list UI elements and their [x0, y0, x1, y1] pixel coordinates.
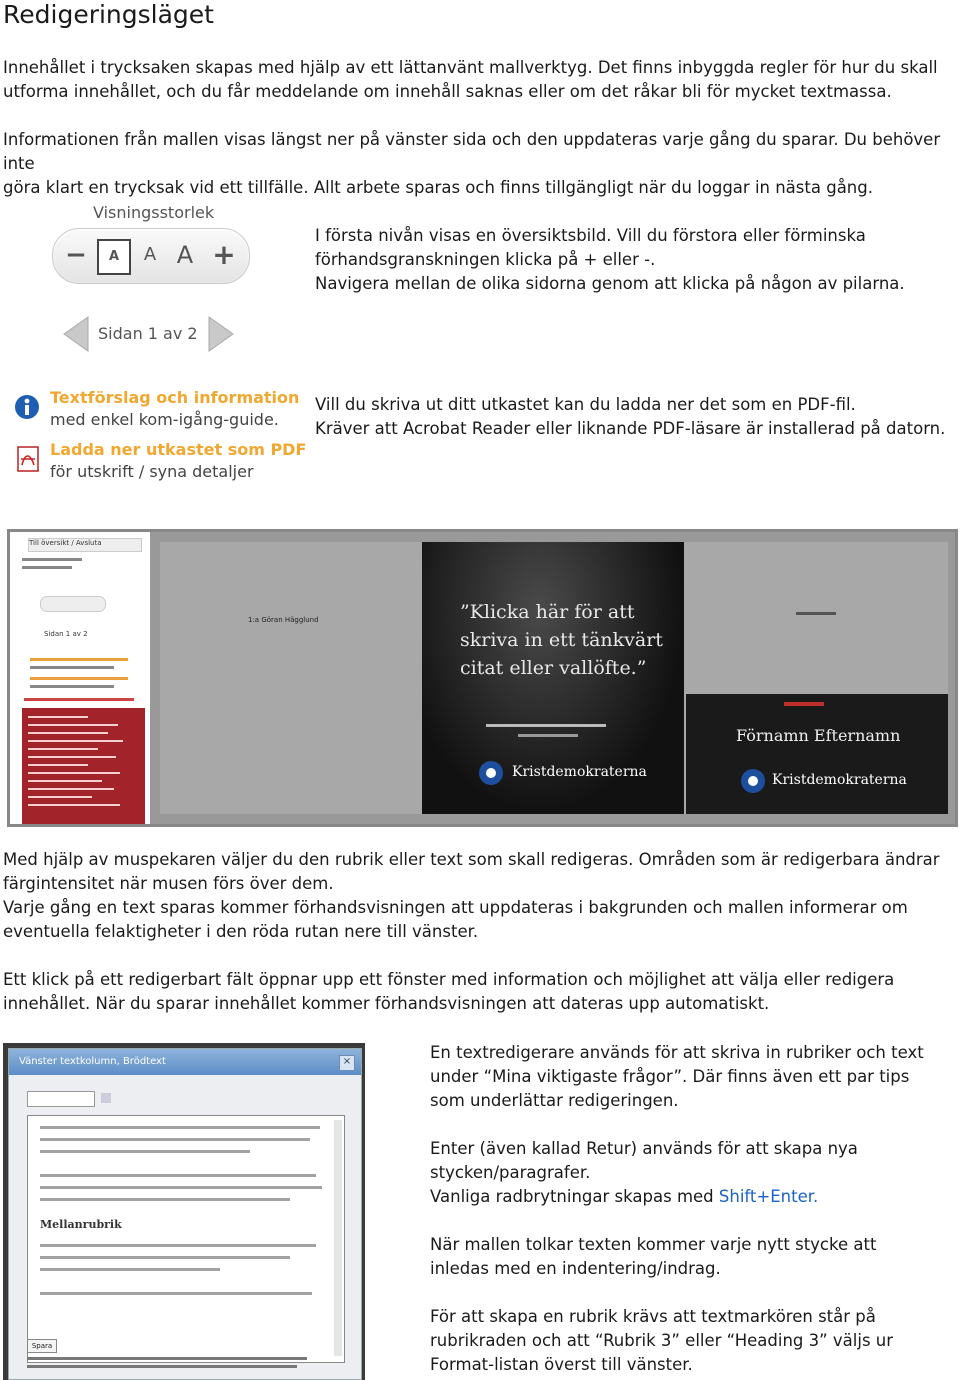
page-title: Redigeringsläget [3, 0, 214, 29]
editor-text-line: rubrikraden och att “Rubrik 3” eller “Heading 3” väljs ur [430, 1331, 894, 1350]
save-button[interactable]: Spara [27, 1339, 57, 1353]
zoom-in-button[interactable]: + [212, 238, 236, 271]
mouse-text-line: Varje gång en text sparas kommer förhandsvisningen att uppdateras i bakgrunden och mallen informerar om [3, 898, 908, 917]
quote-line: citat eller vallöfte.” [460, 657, 647, 679]
screenshot-link-line [30, 666, 114, 669]
error-box [22, 708, 145, 824]
screenshot-text-line [22, 566, 72, 569]
zoom-widget-title: Visningsstorlek [93, 203, 215, 222]
editor-text-line: stycken/paragrafer. [430, 1163, 591, 1182]
quote-block[interactable] [460, 598, 663, 682]
info-icon [14, 394, 40, 420]
editor-text-line: För att skapa en rubrik krävs att textmarkören står på [430, 1307, 876, 1326]
click-text-line: innehållet. När du sparar innehållet kommer förhandsvisningen att dateras upp automatiskt. [3, 994, 770, 1013]
pdf-text-line: Kräver att Acrobat Reader eller liknande PDF-läsare är installerad på datorn. [315, 419, 946, 438]
toolbar-icon[interactable] [101, 1093, 111, 1103]
editor-screenshot [7, 529, 958, 827]
mouse-text-line: färgintensitet när musen förs över dem. [3, 874, 334, 893]
screenshot-warning-line [24, 698, 134, 701]
candidate-name[interactable]: Förnamn Efternamn [736, 726, 901, 745]
info-line: Informationen från mallen visas längst ner på vänster sida och den uppdateras varje gång du sparar. Du behöver inte [3, 130, 941, 173]
poster-front[interactable] [422, 542, 684, 814]
zoom-medium-button[interactable]: A [143, 244, 157, 265]
mouse-paragraph [3, 848, 940, 944]
next-page-icon[interactable] [207, 315, 235, 353]
screenshot-back-button: Till översikt / Avsluta [28, 538, 142, 552]
editor-text-line: När mallen tolkar texten kommer varje nytt stycke att [430, 1235, 877, 1254]
zoom-large-button[interactable]: A [176, 241, 194, 269]
poster-back [160, 542, 420, 814]
zoom-out-button[interactable]: − [65, 240, 87, 270]
poster-side [686, 542, 948, 814]
screenshot-text-line [22, 558, 82, 561]
screenshot-zoom-control [40, 596, 106, 612]
pdf-icon [16, 445, 40, 473]
editor-text-line: Enter (även kallad Retur) används för att skapa nya [430, 1139, 858, 1158]
click-paragraph [3, 968, 894, 1016]
format-select[interactable] [27, 1091, 95, 1107]
quote-line: ”Klicka här för att [460, 601, 635, 623]
editor-text-line: En textredigerare används för att skriva in rubriker och text [430, 1043, 924, 1062]
dialog-title: Vänster textkolumn, Brödtext [9, 1049, 361, 1075]
shift-enter-key: Shift+Enter. [718, 1187, 819, 1206]
editor-text-line: Format-listan överst till vänster. [430, 1355, 693, 1374]
screenshot-pager: Sidan 1 av 2 [44, 630, 88, 638]
dialog-screenshot [3, 1043, 365, 1380]
zoom-small-button[interactable]: A [97, 239, 131, 275]
party-logo-icon [740, 768, 766, 794]
screenshot-link-line [30, 677, 128, 680]
click-text-line: Ett klick på ett redigerbart fält öppnar upp ett fönster med information och möjlighet att välja eller redigera [3, 970, 895, 989]
intro-line: Innehållet i trycksaken skapas med hjälp av ett lättanvänt mallverktyg. Det finns inbyggda regler för hur du skall [3, 58, 938, 77]
screenshot-link-line [30, 658, 128, 661]
zoom-control [52, 228, 250, 284]
pdf-description [315, 393, 945, 441]
shift-enter-prefix: Vanliga radbrytningar skapas med [430, 1187, 719, 1206]
previous-page-icon[interactable] [62, 315, 90, 353]
screenshot-link-line [30, 685, 114, 688]
intro-line: utforma innehållet, och du får meddelande om innehåll saknas eller om det råkar bli för mycket textmassa. [3, 82, 892, 101]
editor-text-line [430, 1185, 924, 1209]
poster-small-name: 1:a Göran Hägglund [248, 616, 319, 624]
party-logo-icon [478, 760, 504, 786]
text-tips-link[interactable]: Textförslag och information [50, 388, 300, 407]
close-icon[interactable]: × [339, 1055, 355, 1071]
mouse-text-line: Med hjälp av muspekaren väljer du den rubrik eller text som skall redigeras. Områden som är redigerbara ändrar [3, 850, 940, 869]
party-name: Kristdemokraterna [512, 764, 647, 780]
pdf-download-link[interactable]: Ladda ner utkastet som PDF [50, 440, 307, 459]
info-line: göra klart en trycksak vid ett tillfälle. Allt arbete sparas och finns tillgängligt när du loggar in nästa gång. [3, 178, 873, 197]
zoom-text-line: I första nivån visas en översiktsbild. Vill du förstora eller förminska [315, 226, 866, 245]
zoom-text-line: Navigera mellan de olika sidorna genom att klicka på någon av pilarna. [315, 274, 905, 293]
intro-paragraph [3, 56, 938, 104]
mouse-text-line: eventuella felaktigheter i den röda rutan nere till vänster. [3, 922, 479, 941]
quote-line: skriva in ett tänkvärt [460, 629, 663, 651]
info-paragraph [3, 128, 960, 200]
editor-subheading: Mellanrubrik [40, 1218, 122, 1231]
zoom-description [315, 224, 905, 296]
pdf-download-subtitle: för utskrift / syna detaljer [50, 462, 254, 481]
editor-scrollbar[interactable] [334, 1120, 342, 1356]
party-name: Kristdemokraterna [772, 772, 907, 788]
pdf-text-line: Vill du skriva ut ditt utkastet kan du ladda ner det som en PDF-fil. [315, 395, 856, 414]
preview-canvas [160, 542, 948, 814]
editor-text-line: som underlättar redigeringen. [430, 1091, 679, 1110]
zoom-text-line: förhandsgranskningen klicka på + eller -. [315, 250, 656, 269]
page-indicator: Sidan 1 av 2 [98, 324, 198, 343]
editor-text-line: under “Mina viktigaste frågor”. Där finns även ett par tips [430, 1067, 910, 1086]
editor-explanation [430, 1041, 924, 1377]
edit-dialog [8, 1048, 362, 1380]
text-tips-subtitle: med enkel kom-igång-guide. [50, 410, 279, 429]
editor-text-line: inledas med en indentering/indrag. [430, 1259, 721, 1278]
text-editor-area[interactable] [27, 1115, 345, 1363]
